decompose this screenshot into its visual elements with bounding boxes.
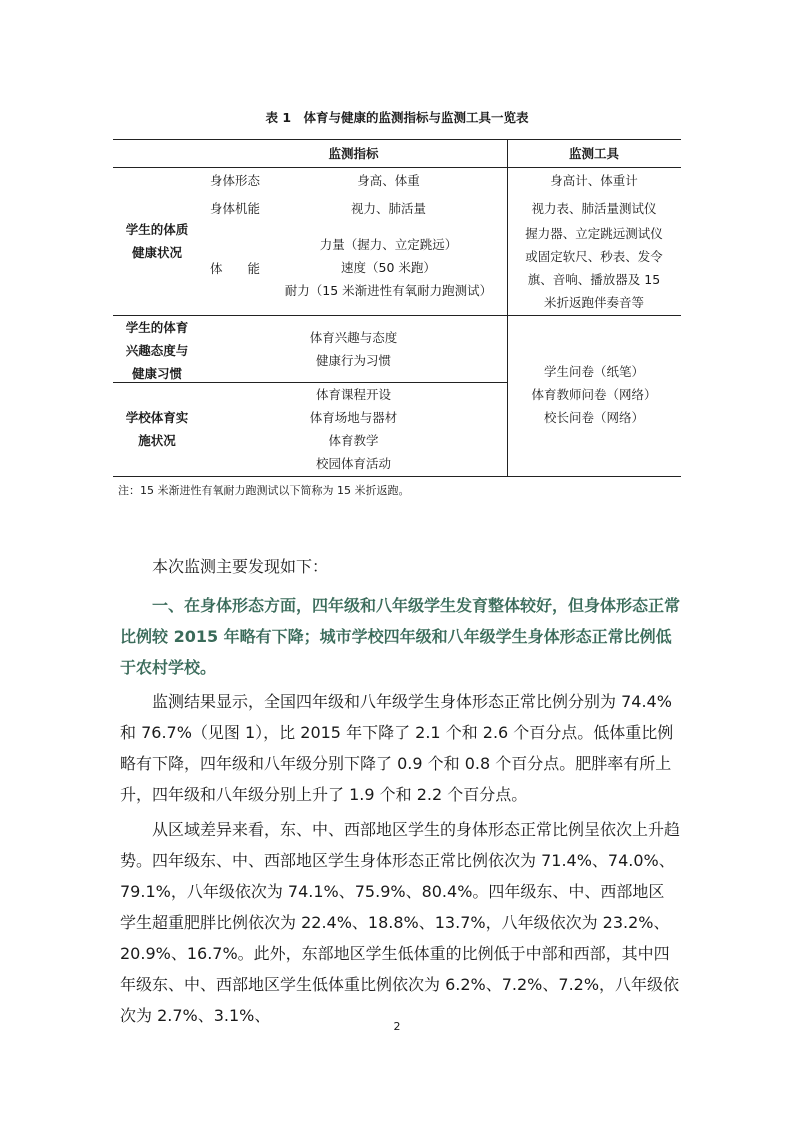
page-number: 2 (393, 1020, 401, 1033)
subcat-fitness: 体 能 (209, 261, 260, 276)
tools-shared: 学生问卷（纸笔） 体育教师问卷（网络） 校长问卷（网络） (531, 364, 657, 425)
subcat-body-form: 身体形态 (209, 173, 260, 188)
finding-headline: 一、在身体形态方面，四年级和八年级学生发育整体较好，但身体形态正常比例较 2015 年略有下降；城市学校四年级和八年级学生身体形态正常比例低于农村学校。 (120, 596, 681, 677)
header-indicators: 监测指标 (328, 146, 379, 161)
intro-text: 本次监测主要发现如下： (152, 557, 329, 576)
ind-body-form: 身高、体重 (357, 173, 420, 188)
tool-fitness: 握力器、立定跳远测试仪 或固定软尺、秒表、发令 旗、音响、播放器及 15 米折返跑伴奏音等 (525, 226, 663, 310)
tool-body-form: 身高计、体重计 (550, 173, 638, 188)
paragraph-1: 监测结果显示，全国四年级和八年级学生身体形态正常比例分别为 74.4%和 76.7%（见图 1），比 2015 年下降了 2.1 个和 2.6 个百分点。低体重比例略有下降，四年级和八年级分别下降了 0.9 个和 0.8 个百分点。肥胖率有所上升，四年级和八年级分别上升了 1.9 个和 2.2 个百分点。 (120, 692, 674, 804)
subcat-body-func: 身体机能 (209, 201, 260, 216)
table-note: 注：15 米渐进性有氧耐力跑测试以下简称为 15 米折返跑。 (118, 484, 410, 497)
table-top-rule (113, 139, 681, 140)
ind-body-func: 视力、肺活量 (350, 201, 426, 216)
ind-group3: 体育课程开设 体育场地与器材 体育教学 校园体育活动 (309, 387, 398, 471)
table-bottom-rule (113, 476, 681, 477)
ind-fitness: 力量（握力、立定跳远） 速度（50 米跑） 耐力（15 米渐进性有氧耐力跑测试） (284, 237, 493, 298)
paragraph-2: 从区域差异来看，东、中、西部地区学生的身体形态正常比例呈依次上升趋势。四年级东、中、西部地区学生身体形态正常比例依次为 71.4%、74.0%、79.1%，八年级依次为 74.1%、75.9%、80.4%。四年级东、中、西部地区学生超重肥胖比例依次为 22.4%、18.8%、13.7%，八年级依次为 23.2%、20.9%、16.7%。此外，东部地区学生低体重的比例低于中部和西部，其中四年级东、中、西部地区学生低体重比例依次为 6.2%、7.2%、7.2%，八年级依次为 2.7%、3.1%、 (120, 820, 681, 1025)
ind-group2: 体育兴趣与态度 健康行为习惯 (309, 330, 398, 368)
table-caption: 表 1 体育与健康的监测指标与监测工具一览表 (265, 110, 529, 125)
header-rule (113, 167, 681, 168)
tool-body-func: 视力表、肺活量测试仪 (531, 201, 657, 216)
group3-label: 学校体育实 施状况 (125, 410, 189, 448)
group2-label: 学生的体育 兴趣态度与 健康习惯 (125, 320, 189, 381)
header-tools: 监测工具 (568, 146, 619, 161)
group1-label: 学生的体质 健康状况 (125, 222, 189, 260)
